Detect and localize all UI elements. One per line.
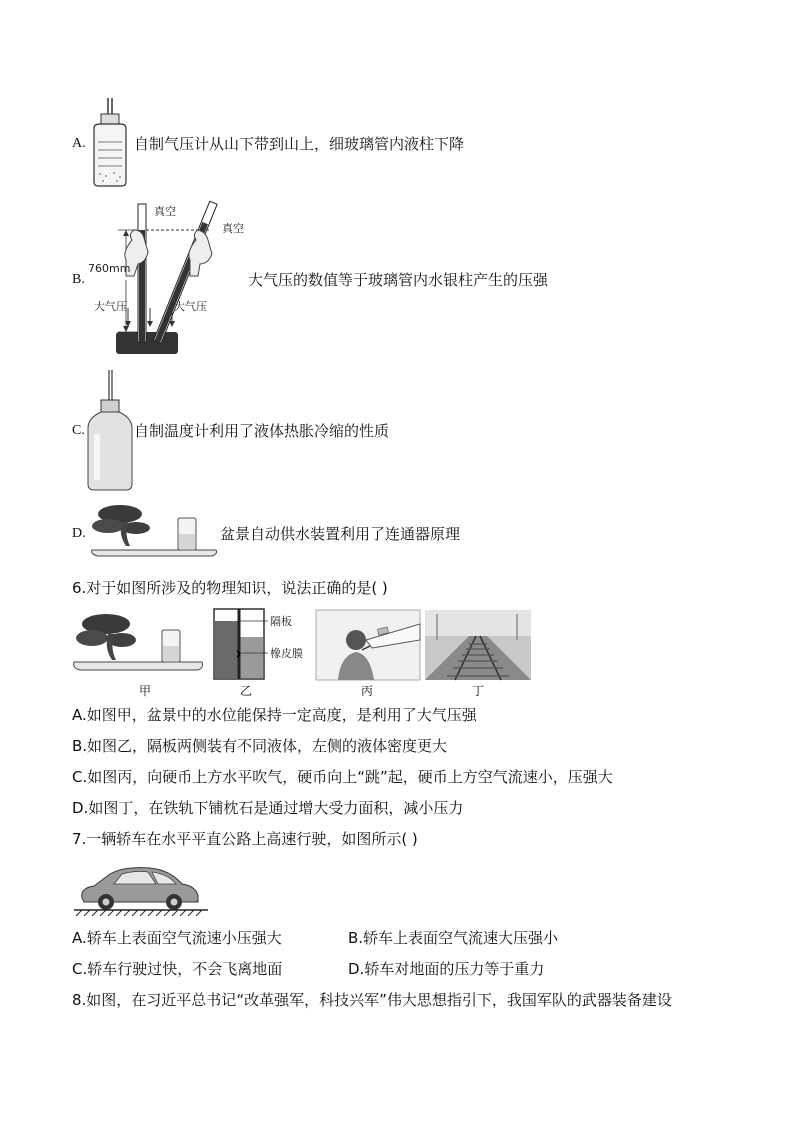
option-a-letter: A.	[72, 136, 86, 151]
option-d-text: 盆景自动供水装置利用了连通器原理	[220, 525, 461, 543]
option-c-letter: C.	[72, 423, 85, 438]
atm-label-2: 大气压	[174, 300, 207, 313]
figure-jia-bonsai	[72, 610, 206, 678]
question-7-stem: 7.一辆轿车在水平平直公路上高速行驶，如图所示( )	[72, 830, 418, 848]
vacuum-label-2: 真空	[222, 222, 244, 235]
option-b-letter: B.	[72, 272, 85, 287]
option-c-text: 自制温度计利用了液体热胀冷缩的性质	[134, 422, 390, 440]
height-label: 760mm	[88, 262, 131, 275]
car-on-road-figure	[72, 858, 210, 918]
figure-yi-container	[212, 607, 312, 682]
membrane-label: 橡皮膜	[270, 647, 303, 660]
q6-option-b: B.如图乙，隔板两侧装有不同液体，左侧的液体密度更大	[72, 737, 448, 755]
caption-bing: 丙	[361, 684, 374, 698]
question-6-stem: 6.对于如图所涉及的物理知识，说法正确的是( )	[72, 579, 388, 597]
barometer-jar-figure	[86, 96, 134, 188]
torricelli-experiment-figure	[88, 200, 253, 358]
thermometer-bottle-figure	[86, 368, 134, 492]
caption-jia: 甲	[139, 684, 152, 698]
question-8-stem: 8.如图，在习近平总书记“改革强军，科技兴军”伟大思想指引下，我国军队的武器装备建设	[72, 991, 672, 1009]
figure-bing-coin-blow	[316, 610, 420, 680]
q6-option-a: A.如图甲，盆景中的水位能保持一定高度，是利用了大气压强	[72, 706, 477, 724]
option-a-text: 自制气压计从山下带到山上，细玻璃管内液柱下降	[134, 135, 465, 153]
caption-ding: 丁	[472, 684, 485, 698]
option-d-letter: D.	[72, 526, 86, 541]
bonsai-water-supply-figure	[88, 500, 220, 564]
option-b-text: 大气压的数值等于玻璃管内水银柱产生的压强	[248, 271, 549, 289]
vacuum-label-1: 真空	[154, 205, 176, 218]
q7-option-b: B.轿车上表面空气流速大压强小	[348, 929, 559, 947]
atm-label-1: 大气压	[94, 300, 127, 313]
q7-option-c: C.轿车行驶过快，不会飞离地面	[72, 960, 283, 978]
q7-option-a: A.轿车上表面空气流速小压强大	[72, 929, 282, 947]
q7-option-d: D.轿车对地面的压力等于重力	[348, 960, 545, 978]
q6-option-c: C.如图丙，向硬币上方水平吹气，硬币向上“跳”起，硬币上方空气流速小，压强大	[72, 768, 613, 786]
caption-yi: 乙	[240, 684, 253, 698]
q6-option-d: D.如图丁，在铁轨下铺枕石是通过增大受力面积，减小压力	[72, 799, 464, 817]
figure-ding-railway	[425, 610, 531, 680]
partition-label: 隔板	[270, 615, 292, 628]
